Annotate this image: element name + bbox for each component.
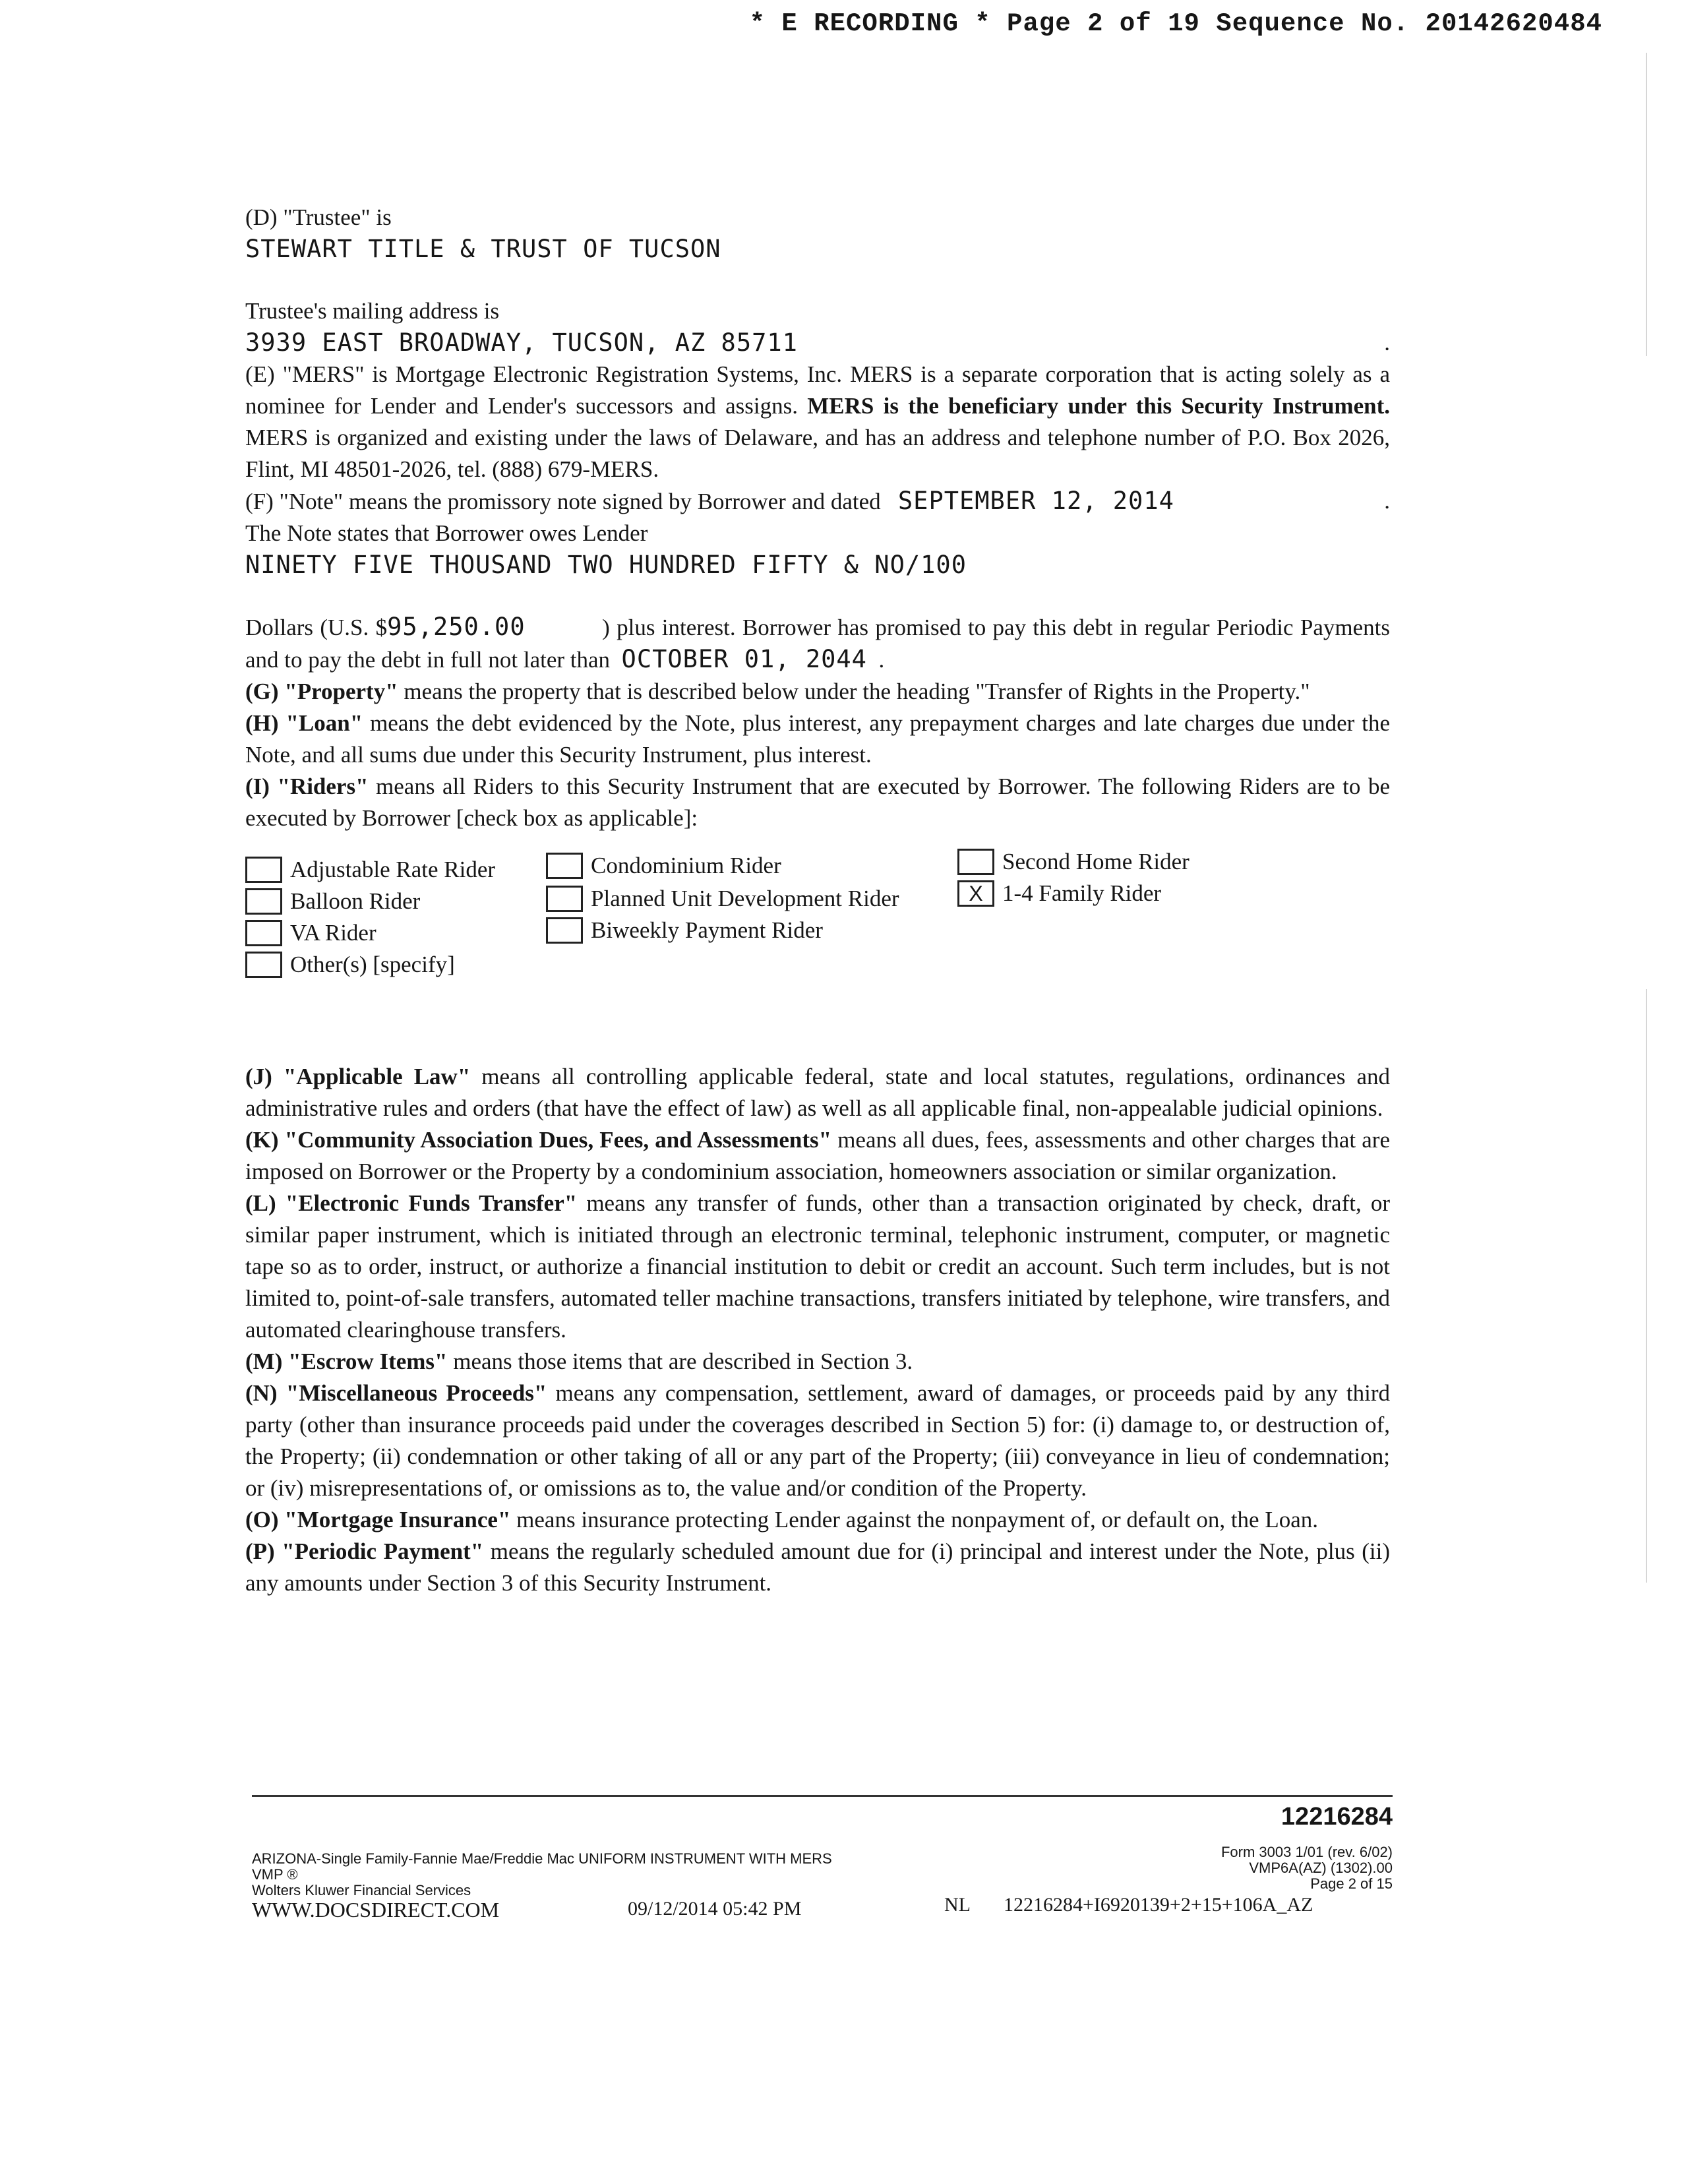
section-k <box>245 1124 1390 1188</box>
rider-label: 1-4 Family Rider <box>1002 880 1162 906</box>
trustee-address-label: Trustee's mailing address is <box>245 298 500 324</box>
website: WWW.DOCSDIRECT.COM <box>252 1898 500 1922</box>
rider-condominium <box>546 850 781 882</box>
rider-va <box>245 917 377 949</box>
form-title: ARIZONA-Single Family-Fannie Mae/Freddie Mac UNIFORM INSTRUMENT WITH MERS <box>252 1850 832 1867</box>
rider-label: Condominium Rider <box>591 853 781 878</box>
amount-words: NINETY FIVE THOUSAND TWO HUNDRED FIFTY & NO/100 <box>245 551 967 579</box>
dollars-prefix: Dollars (U.S. $ <box>245 615 388 640</box>
document-code: 12216284+I6920139+2+15+106A_AZ <box>1004 1894 1313 1916</box>
section-j-text: means all controlling applicable federal, state and local statutes, regulations, ordinances and administrative rules and orders (that have the effect of law) as well as all applicable final, non-appealable judicial opinions. <box>245 1064 1390 1121</box>
section-f-dollars: Dollars (U.S. $95,250.00 ) plus interest. Borrower has promised to pay this debt in regular Periodic Payments and to pay the debt in full not later than OCTOBER 01, 2044 . <box>245 613 1390 673</box>
rider-label: Biweekly Payment Rider <box>591 917 823 943</box>
rider-adjustable-rate <box>245 854 495 886</box>
section-m-prefix: (M) "Escrow Items" <box>245 1349 448 1374</box>
section-f-text2: ) plus interest. Borrower has promised to pay this debt in regular Periodic Payments and to pay the debt in full not later than <box>245 615 1390 673</box>
maturity-date: OCTOBER 01, 2044 <box>621 645 867 673</box>
scan-edge-mark <box>1646 989 1647 1583</box>
note-date: SEPTEMBER 12, 2014 <box>897 487 1174 515</box>
section-i-prefix: (I) "Riders" <box>245 774 369 799</box>
section-j <box>245 1061 1390 1124</box>
rider-checkbox[interactable] <box>245 952 282 978</box>
section-n-text: means any compensation, settlement, award of damages, or proceeds paid by any third party (other than insurance proceeds paid under the coverages described in Section 5) for: (i) damage to, or destruction of, the Property; (ii) condemnation or other taking of all or any part of the Property; (iii) conveyance in lieu of condemnation; or (iv) misrepresentations of, or omissions as to, the value and/or condition of the Property. <box>245 1380 1391 1501</box>
section-k-text: means all dues, fees, assessments and other charges that are imposed on Borrower or the Property by a condominium association, homeowners association or similar organization. <box>245 1127 1390 1184</box>
rider-1-4-family <box>957 878 1161 909</box>
section-j-prefix: (J) "Applicable Law" <box>245 1064 471 1089</box>
loan-amount: 95,250.00 <box>387 613 526 641</box>
initials: NL <box>944 1894 971 1916</box>
rider-label: VA Rider <box>290 920 377 946</box>
section-e <box>245 359 1390 485</box>
section-l-text: means any transfer of funds, other than a transaction originated by check, draft, or similar paper instrument, which is initiated through an electronic terminal, telephonic instrument, computer, or magnetic tape so as to order, instruct, or authorize a financial institution to debit or credit an account. Such term includes, but is not limited to, point-of-sale transfers, automated teller machine transactions, transfers initiated by telephone, wire transfers, and automated clearinghouse transfers. <box>245 1190 1390 1343</box>
vmp-mark: VMP ® <box>252 1866 298 1883</box>
section-p <box>245 1536 1390 1599</box>
section-i <box>245 771 1390 834</box>
section-n-prefix: (N) "Miscellaneous Proceeds" <box>245 1380 547 1406</box>
section-h <box>245 708 1390 771</box>
section-h-text: means the debt evidenced by the Note, plus interest, any prepayment charges and late charges due under the Note, and all sums due under this Security Instrument, plus interest. <box>245 710 1390 768</box>
section-m-text: means those items that are described in Section 3. <box>447 1349 913 1374</box>
trustee-name: STEWART TITLE & TRUST OF TUCSON <box>245 235 721 263</box>
publisher: Wolters Kluwer Financial Services <box>252 1882 471 1898</box>
rider-checkbox[interactable] <box>546 853 583 879</box>
section-d-label: (D) "Trustee" is <box>245 204 392 230</box>
section-g-prefix: (G) "Property" <box>245 679 398 704</box>
section-l-prefix: (L) "Electronic Funds Transfer" <box>245 1190 578 1216</box>
rider-balloon <box>245 886 420 917</box>
section-p-prefix: (P) "Periodic Payment" <box>245 1538 484 1564</box>
section-e-prefix: (E) "MERS" <box>245 361 365 387</box>
section-h-prefix: (H) "Loan" <box>245 710 363 736</box>
rider-label: Adjustable Rate Rider <box>290 857 496 882</box>
section-g <box>245 676 1390 708</box>
form-number: Form 3003 1/01 (rev. 6/02) <box>1221 1844 1393 1860</box>
dot-mark: . <box>1384 330 1390 355</box>
rider-other <box>245 949 455 981</box>
section-p-text: means the regularly scheduled amount due for (i) principal and interest under the Note, plus (ii) any amounts under Section 3 of this Security Instrument. <box>245 1538 1390 1596</box>
recording-header: * E RECORDING * Page 2 of 19 Sequence No. 20142620484 <box>749 9 1602 38</box>
section-m <box>245 1346 1390 1378</box>
section-f-prefix: (F) "Note" <box>245 489 344 514</box>
rider-checkbox[interactable] <box>245 857 282 883</box>
rider-pud <box>546 883 899 915</box>
print-timestamp: 09/12/2014 05:42 PM <box>628 1898 802 1920</box>
riders-checklist <box>245 849 1390 1002</box>
section-e-text2: MERS is organized and existing under the laws of Delaware, and has an address and telephone number of P.O. Box 2026, Flint, MI 48501-2026, tel. (888) 679-MERS. <box>245 425 1390 482</box>
rider-label: Second Home Rider <box>1002 849 1190 874</box>
rider-checkbox[interactable] <box>546 886 583 912</box>
section-o-text: means insurance protecting Lender against the nonpayment of, or default on, the Loan. <box>510 1507 1318 1532</box>
form-page-number: Page 2 of 15 <box>1310 1875 1393 1892</box>
rider-checkbox[interactable] <box>546 917 583 944</box>
rider-label: Other(s) [specify] <box>290 952 455 977</box>
section-o <box>245 1504 1390 1536</box>
section-l <box>245 1188 1390 1346</box>
section-o-prefix: (O) "Mortgage Insurance" <box>245 1507 511 1532</box>
section-k-prefix: (K) "Community Association Dues, Fees, and Assessments" <box>245 1127 832 1153</box>
section-i-text: means all Riders to this Security Instrument that are executed by Borrower. The following Riders are to be executed by Borrower [check box as applicable]: <box>245 774 1390 831</box>
scan-edge-mark <box>1646 53 1647 356</box>
rider-checkbox[interactable]: X <box>957 880 994 907</box>
section-g-text: means the property that is described below under the heading "Transfer of Rights in the Property." <box>398 679 1310 704</box>
section-n <box>245 1378 1390 1504</box>
rider-biweekly <box>546 915 823 946</box>
document-body: (D) "Trustee" is STEWART TITLE & TRUST OF TUCSON Trustee's mailing address is 3939 EAST BROADWAY, TUCSON, AZ 85711 . (E) "MERS" is Mortgage Electronic Registration Systems, Inc. MERS is a separate corporation that is acting solely as a nominee for Lender and Lender's successors and assigns. MERS is the beneficiary under this Security Instrument. MERS is organized and existing under the laws of Delaware, and has an address and telephone number of P.O. Box 2026, Flint, MI 48501-2026, tel. (888) 679-MERS. (F) "Note" means the promissory note signed by Borrower and dated SEPTEMBER 12, 2014 . The Note states that Borrower owes Lender NINETY FIVE THOUSAND TWO HUNDRED FIFTY & NO/100 Dollars (U.S. $95,250.00 ) plus interest. Borrower has promised to pay this debt in regular Periodic Payments and to pay the debt in full not later than OCTOBER 01, 2044 . (G) "Property" means the property that is described below under the heading "Transfer of Rights in the Property." (H) "Loan" means the debt evidenced by the Note, plus interest, any prepayment charges and late charges due under the Note, and all sums due under this Security Instrument, plus interest. (I) "Riders" means all Riders to this Security Instrument that are executed by Borrower. The following Riders are to be executed by Borrower [check box as applicable]: Adjustable Rate Rider Balloon Rider VA Rider Other(s) [specify] Condominium Rider Planned Unit Development Rider Biweekly Payment Rider Second Home Rider X 1-4 Family Rider (J) "Applicable Law" means all controlling applicable federal, state and local statutes, regulations, ordinances and administrative rules and orders (that have the effect of law) as well as all applicable final, non-appealable judicial opinions. (K) "Community Association Dues, Fees, and Assessments" means all dues, fees, assessments and other charges that are imposed on Borrower or the Property by a condominium association, homeowners association or similar organization. (L) "Electronic Funds Transfer" means any transfer of funds, other than a transaction originated by check, draft, or similar paper instrument, which is initiated through an electronic terminal, telephonic instrument, computer, or magnetic tape so as to order, instruct, or authorize a financial institution to debit or credit an account. Such term includes, but is not limited to, point-of-sale transfers, automated teller machine transactions, transfers initiated by telephone, wire transfers, and automated clearinghouse transfers. (M) "Escrow Items" means those items that are described in Section 3. (N) "Miscellaneous Proceeds" means any compensation, settlement, award of damages, or proceeds paid by any third party (other than insurance proceeds paid under the coverages described in Section 5) for: (i) damage to, or destruction of, the Property; (ii) condemnation or other taking of all or any part of the Property; (iii) conveyance in lieu of condemnation; or (iv) misrepresentations of, or omissions as to, the value and/or condition of the Property. (O) "Mortgage Insurance" means insurance protecting Lender against the nonpayment of, or default on, the Loan. (P) "Periodic Payment" means the regularly scheduled amount due for (i) principal and interest under the Note, plus (ii) any amounts under Section 3 of this Security Instrument. <box>245 202 1390 1599</box>
loan-number: 12216284 <box>1281 1803 1393 1831</box>
rider-checkbox[interactable] <box>957 849 994 875</box>
note-owes-label: The Note states that Borrower owes Lender <box>245 520 648 546</box>
section-e-bold: MERS is the beneficiary under this Security Instrument. <box>807 393 1390 419</box>
section-f-text: means the promissory note signed by Borrower and dated <box>343 489 881 514</box>
footer-rule <box>252 1795 1393 1797</box>
rider-checkbox[interactable] <box>245 920 282 946</box>
trustee-address: 3939 EAST BROADWAY, TUCSON, AZ 85711 <box>245 328 798 357</box>
rider-second-home <box>957 846 1190 878</box>
rider-label: Balloon Rider <box>290 888 421 914</box>
rider-checkbox[interactable] <box>245 888 282 915</box>
vmp-code: VMP6A(AZ) (1302).00 <box>1249 1860 1393 1876</box>
rider-label: Planned Unit Development Rider <box>591 886 899 911</box>
section-e-text1: is Mortgage Electronic Registration Systems, Inc. MERS is a separate corporation that is acting solely as a nominee for Lender and Lender's successors and assigns. <box>245 361 1390 419</box>
